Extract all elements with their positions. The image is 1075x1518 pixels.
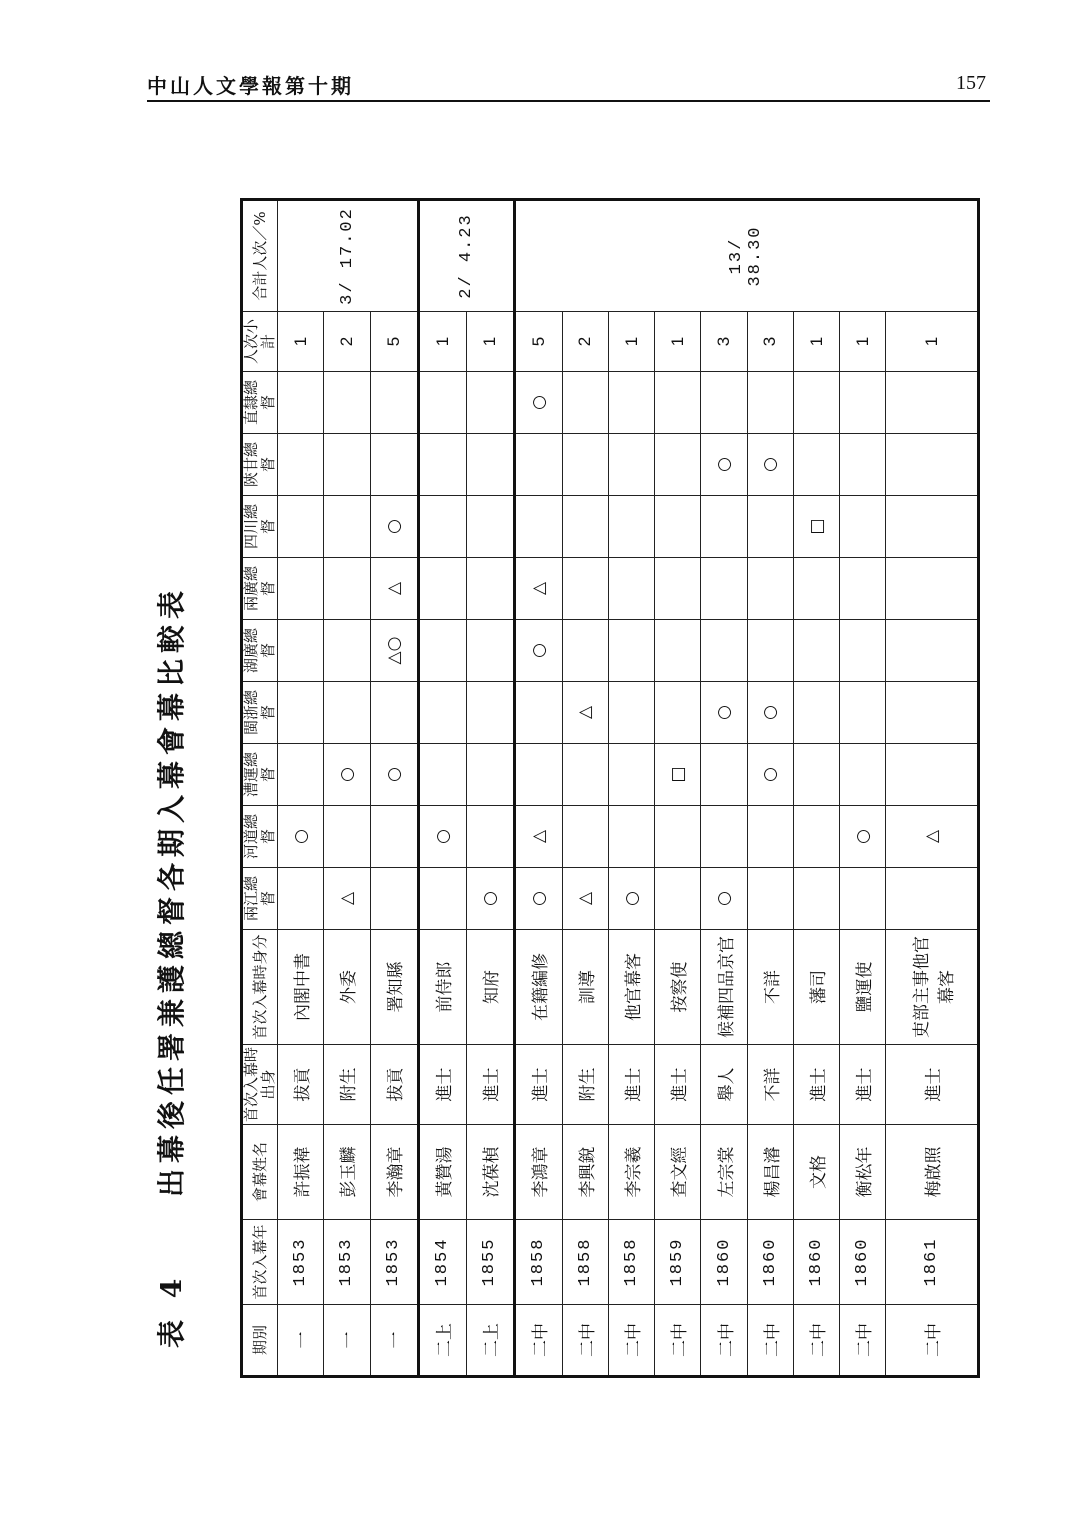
col-gov-caoyun: 漕運總督 — [242, 744, 278, 806]
cell-mark — [608, 620, 654, 682]
cell-mark — [655, 372, 701, 434]
cell-mark: △ — [370, 558, 418, 620]
cell-subtotal: 1 — [840, 312, 886, 372]
cell-mark — [370, 434, 418, 496]
cell-status: 在籍編修 — [514, 930, 562, 1045]
cell-mark — [840, 434, 886, 496]
cell-subtotal: 5 — [370, 312, 418, 372]
cell-year: 1860 — [747, 1220, 793, 1305]
running-header — [147, 66, 990, 102]
cell-mark — [278, 682, 324, 744]
cell-origin: 進士 — [608, 1045, 654, 1125]
cell-mark — [655, 558, 701, 620]
cell-mark — [608, 496, 654, 558]
cell-name: 李興銳 — [562, 1125, 608, 1220]
cell-mark — [655, 682, 701, 744]
cell-mark — [747, 806, 793, 868]
cell-mark — [466, 744, 514, 806]
cell-subtotal: 1 — [418, 312, 466, 372]
col-gov-shaangan: 陝甘總督 — [242, 434, 278, 496]
cell-mark — [278, 620, 324, 682]
cell-mark — [562, 372, 608, 434]
cell-mark — [793, 868, 839, 930]
cell-subtotal: 1 — [655, 312, 701, 372]
cell-mark — [466, 806, 514, 868]
cell-subtotal: 1 — [886, 312, 979, 372]
cell-period: 二中 — [886, 1305, 979, 1377]
cell-status: 鹽運使 — [840, 930, 886, 1045]
cell-mark — [886, 558, 979, 620]
header-rule — [147, 100, 990, 102]
cell-mark — [418, 620, 466, 682]
cell-mark — [370, 372, 418, 434]
cell-mark: ○ — [514, 868, 562, 930]
cell-name: 李鴻章 — [514, 1125, 562, 1220]
cell-mark — [466, 372, 514, 434]
table-body — [278, 200, 979, 1377]
cell-mark — [793, 744, 839, 806]
cell-period: 二中 — [608, 1305, 654, 1377]
cell-status: 吏部主事他官幕客 — [886, 930, 979, 1045]
col-gov-sichuan: 四川總督 — [242, 496, 278, 558]
cell-mark: ○ — [608, 868, 654, 930]
cell-mark — [793, 372, 839, 434]
cell-mark: ○ — [466, 868, 514, 930]
cell-mark: □ — [655, 744, 701, 806]
cell-mark — [608, 682, 654, 744]
cell-mark — [840, 496, 886, 558]
table-row — [514, 200, 562, 1377]
cell-mark — [514, 744, 562, 806]
table-row — [370, 200, 418, 1377]
cell-mark — [747, 372, 793, 434]
cell-period: 二上 — [418, 1305, 466, 1377]
cell-mark — [793, 434, 839, 496]
cell-mark — [466, 558, 514, 620]
cell-subtotal: 3 — [747, 312, 793, 372]
cell-period: 二中 — [747, 1305, 793, 1377]
cell-mark: △ — [324, 868, 370, 930]
cell-mark — [886, 744, 979, 806]
cell-mark — [324, 496, 370, 558]
cell-year: 1858 — [562, 1220, 608, 1305]
cell-mark — [840, 620, 886, 682]
cell-mark: △ — [886, 806, 979, 868]
cell-mark — [466, 434, 514, 496]
col-gov-huguang: 湖廣總督 — [242, 620, 278, 682]
cell-period: 二中 — [793, 1305, 839, 1377]
table-row — [608, 200, 654, 1377]
table-row — [840, 200, 886, 1377]
cell-total: 2/ 4.23 — [418, 200, 514, 312]
cell-status: 訓導 — [562, 930, 608, 1045]
cell-mark: △ — [514, 806, 562, 868]
col-origin: 首次入幕時出身 — [242, 1045, 278, 1125]
cell-status: 候補四品京官 — [701, 930, 747, 1045]
cell-year: 1859 — [655, 1220, 701, 1305]
cell-mark: □ — [793, 496, 839, 558]
cell-mark — [793, 620, 839, 682]
cell-period: 一 — [278, 1305, 324, 1377]
cell-mark — [793, 682, 839, 744]
cell-period: 一 — [370, 1305, 418, 1377]
cell-origin: 進士 — [840, 1045, 886, 1125]
col-name: 會幕姓名 — [242, 1125, 278, 1220]
cell-status: 外委 — [324, 930, 370, 1045]
cell-year: 1854 — [418, 1220, 466, 1305]
cell-mark — [278, 744, 324, 806]
table-row — [655, 200, 701, 1377]
cell-mark — [278, 434, 324, 496]
cell-period: 二中 — [562, 1305, 608, 1377]
cell-name: 衡松年 — [840, 1125, 886, 1220]
cell-mark — [608, 806, 654, 868]
cell-period: 二中 — [840, 1305, 886, 1377]
cell-year: 1853 — [278, 1220, 324, 1305]
comparison-table — [240, 198, 980, 1378]
cell-mark — [747, 496, 793, 558]
cell-subtotal: 2 — [562, 312, 608, 372]
col-period: 期別 — [242, 1305, 278, 1377]
cell-status: 他官幕客 — [608, 930, 654, 1045]
cell-mark — [514, 434, 562, 496]
cell-status: 署知縣 — [370, 930, 418, 1045]
table-row — [466, 200, 514, 1377]
cell-origin: 進士 — [886, 1045, 979, 1125]
cell-mark — [418, 372, 466, 434]
cell-name: 左宗棠 — [701, 1125, 747, 1220]
cell-year: 1860 — [793, 1220, 839, 1305]
cell-name: 文格 — [793, 1125, 839, 1220]
cell-mark: ○ — [840, 806, 886, 868]
cell-mark: ○ — [701, 682, 747, 744]
cell-origin: 進士 — [655, 1045, 701, 1125]
col-year: 首次入幕年 — [242, 1220, 278, 1305]
cell-mark — [655, 434, 701, 496]
cell-total: 3/ 17.02 — [278, 200, 419, 312]
col-gov-liangjiang: 兩江總督 — [242, 868, 278, 930]
cell-mark — [324, 682, 370, 744]
cell-mark — [418, 558, 466, 620]
cell-mark — [701, 558, 747, 620]
cell-mark: ○ — [514, 372, 562, 434]
cell-mark: ○ — [418, 806, 466, 868]
cell-name: 李瀚章 — [370, 1125, 418, 1220]
cell-origin: 進士 — [514, 1045, 562, 1125]
col-gov-minzhe: 閩浙總督 — [242, 682, 278, 744]
table-row — [793, 200, 839, 1377]
cell-period: 二上 — [466, 1305, 514, 1377]
cell-status: 按察使 — [655, 930, 701, 1045]
cell-mark: ○ — [370, 744, 418, 806]
cell-status: 不詳 — [747, 930, 793, 1045]
cell-mark: ○ — [324, 744, 370, 806]
table-row — [886, 200, 979, 1377]
cell-status: 內閣中書 — [278, 930, 324, 1045]
cell-mark — [324, 372, 370, 434]
cell-origin: 舉人 — [701, 1045, 747, 1125]
cell-mark — [840, 682, 886, 744]
cell-mark — [418, 496, 466, 558]
table-caption — [150, 240, 210, 1378]
rotated-table-block — [150, 207, 980, 1378]
cell-mark — [840, 744, 886, 806]
cell-period: 二中 — [655, 1305, 701, 1377]
cell-mark: △ — [562, 868, 608, 930]
col-status: 首次入幕時身分 — [242, 930, 278, 1045]
cell-period: 一 — [324, 1305, 370, 1377]
table-row — [562, 200, 608, 1377]
cell-status: 前侍郎 — [418, 930, 466, 1045]
cell-mark — [562, 744, 608, 806]
cell-origin: 拔貢 — [278, 1045, 324, 1125]
cell-year: 1858 — [608, 1220, 654, 1305]
journal-title: 中山人文學報第十期 — [147, 74, 354, 98]
cell-mark — [562, 620, 608, 682]
cell-origin: 附生 — [562, 1045, 608, 1125]
cell-mark — [840, 868, 886, 930]
cell-mark — [793, 806, 839, 868]
cell-period: 二中 — [701, 1305, 747, 1377]
cell-mark — [886, 620, 979, 682]
cell-mark — [418, 744, 466, 806]
cell-name: 彭玉麟 — [324, 1125, 370, 1220]
cell-name: 許振褘 — [278, 1125, 324, 1220]
cell-mark: ○ — [747, 434, 793, 496]
cell-year: 1860 — [701, 1220, 747, 1305]
cell-mark — [840, 372, 886, 434]
cell-subtotal: 1 — [466, 312, 514, 372]
col-gov-zhili: 直隸總督 — [242, 372, 278, 434]
cell-mark — [324, 620, 370, 682]
table-row — [278, 200, 324, 1377]
cell-name: 黃贊湯 — [418, 1125, 466, 1220]
cell-origin: 不詳 — [747, 1045, 793, 1125]
cell-mark — [886, 434, 979, 496]
table-row — [747, 200, 793, 1377]
cell-mark — [701, 806, 747, 868]
cell-year: 1853 — [324, 1220, 370, 1305]
cell-mark — [418, 434, 466, 496]
cell-mark — [324, 558, 370, 620]
table-row — [701, 200, 747, 1377]
cell-mark — [747, 558, 793, 620]
cell-year: 1861 — [886, 1220, 979, 1305]
cell-mark — [466, 496, 514, 558]
table-row — [418, 200, 466, 1377]
cell-mark — [886, 496, 979, 558]
cell-mark — [886, 372, 979, 434]
cell-mark — [324, 806, 370, 868]
cell-subtotal: 1 — [278, 312, 324, 372]
table-title: 出幕後任署兼護總督各期入幕會幕比較表 — [155, 585, 188, 1198]
cell-origin: 拔貢 — [370, 1045, 418, 1125]
cell-mark: △ — [514, 558, 562, 620]
cell-origin: 進士 — [418, 1045, 466, 1125]
cell-mark — [370, 806, 418, 868]
cell-mark — [701, 744, 747, 806]
cell-year: 1858 — [514, 1220, 562, 1305]
cell-mark — [701, 372, 747, 434]
cell-status: 知府 — [466, 930, 514, 1045]
table-header-row — [242, 200, 278, 1377]
cell-year: 1860 — [840, 1220, 886, 1305]
cell-mark — [562, 434, 608, 496]
cell-mark — [747, 868, 793, 930]
cell-year: 1853 — [370, 1220, 418, 1305]
cell-mark — [370, 682, 418, 744]
cell-name: 楊昌濬 — [747, 1125, 793, 1220]
cell-origin: 進士 — [793, 1045, 839, 1125]
col-gov-liangguang: 兩廣總督 — [242, 558, 278, 620]
cell-mark: ○ — [514, 620, 562, 682]
cell-mark — [418, 868, 466, 930]
cell-subtotal: 1 — [608, 312, 654, 372]
cell-origin: 附生 — [324, 1045, 370, 1125]
cell-mark — [655, 806, 701, 868]
cell-mark — [418, 682, 466, 744]
cell-mark — [701, 496, 747, 558]
cell-mark — [608, 744, 654, 806]
cell-mark — [562, 558, 608, 620]
col-subtotal: 人次小計 — [242, 312, 278, 372]
cell-origin: 進士 — [466, 1045, 514, 1125]
cell-mark — [886, 868, 979, 930]
cell-mark — [466, 682, 514, 744]
cell-name: 沈葆楨 — [466, 1125, 514, 1220]
cell-mark — [886, 682, 979, 744]
table-row — [324, 200, 370, 1377]
cell-mark: ○ — [370, 496, 418, 558]
cell-mark — [466, 620, 514, 682]
cell-mark — [608, 434, 654, 496]
cell-subtotal: 2 — [324, 312, 370, 372]
cell-name: 李宗羲 — [608, 1125, 654, 1220]
cell-mark: ○ — [278, 806, 324, 868]
cell-mark — [840, 558, 886, 620]
col-gov-hedao: 河道總督 — [242, 806, 278, 868]
cell-mark — [278, 496, 324, 558]
cell-mark — [278, 868, 324, 930]
cell-mark — [747, 620, 793, 682]
cell-name: 梅啟照 — [886, 1125, 979, 1220]
cell-subtotal: 3 — [701, 312, 747, 372]
cell-mark: ○ — [701, 434, 747, 496]
cell-mark — [562, 496, 608, 558]
cell-mark — [514, 496, 562, 558]
cell-mark — [655, 868, 701, 930]
cell-mark: ○ — [701, 868, 747, 930]
cell-mark — [278, 558, 324, 620]
cell-subtotal: 5 — [514, 312, 562, 372]
cell-mark: ○ — [747, 682, 793, 744]
cell-total: 13/ 38.30 — [514, 200, 978, 312]
cell-year: 1855 — [466, 1220, 514, 1305]
cell-name: 查文經 — [655, 1125, 701, 1220]
cell-mark — [655, 620, 701, 682]
cell-mark — [514, 682, 562, 744]
cell-period: 二中 — [514, 1305, 562, 1377]
cell-mark: △○ — [370, 620, 418, 682]
cell-mark — [608, 558, 654, 620]
cell-mark — [608, 372, 654, 434]
col-total: 合計人次／% — [242, 200, 278, 312]
cell-mark — [324, 434, 370, 496]
cell-mark: ○ — [747, 744, 793, 806]
cell-subtotal: 1 — [793, 312, 839, 372]
page-number: 157 — [956, 72, 986, 94]
cell-mark — [655, 496, 701, 558]
cell-mark — [562, 806, 608, 868]
cell-mark — [278, 372, 324, 434]
cell-mark: △ — [562, 682, 608, 744]
table-number: 表 4 — [155, 1272, 188, 1348]
cell-mark — [370, 868, 418, 930]
cell-status: 藩司 — [793, 930, 839, 1045]
cell-mark — [701, 620, 747, 682]
cell-mark — [793, 558, 839, 620]
